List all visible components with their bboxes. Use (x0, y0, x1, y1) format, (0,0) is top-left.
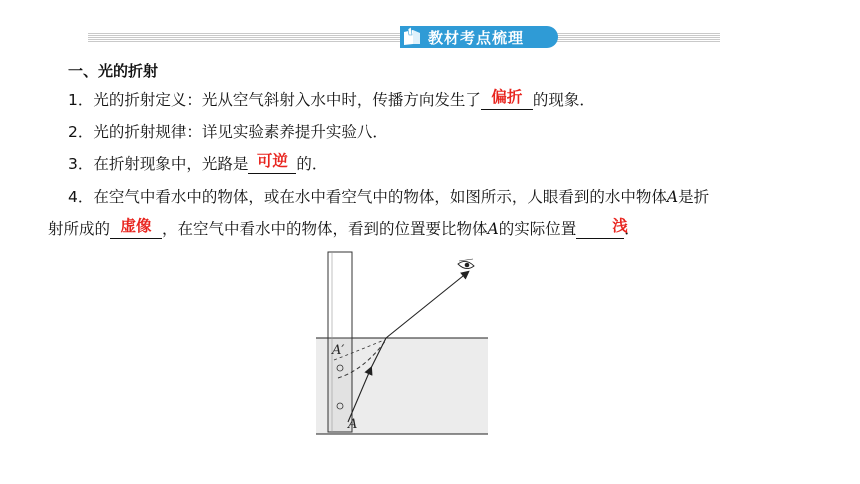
item-text: ． (624, 220, 640, 238)
item-text: 在空气中看水中的物体，或在水中看空气中的物体，如图所示，人眼看到的水中物体 (93, 188, 667, 206)
item-number: 3． (68, 155, 94, 173)
answer-text: 偏折 (491, 88, 523, 106)
item-text: 的现象． (532, 91, 595, 109)
item-text: 光的折射定义：光从空气斜射入水中时，传播方向发生了 (93, 91, 481, 109)
label-object: A (348, 417, 358, 432)
answer-blank (248, 152, 296, 174)
item-text: 在折射现象中，光路是 (93, 155, 249, 173)
book-pen-icon (400, 26, 426, 48)
label-image: A′ (332, 343, 345, 358)
answer-text: 虚像 (120, 217, 152, 235)
answer-blank (110, 217, 162, 239)
item-number: 1． (68, 91, 94, 109)
item-text: 光的折射规律：详见实验素养提升实验八． (93, 123, 388, 141)
item-3 (68, 152, 327, 174)
item-2 (68, 120, 388, 142)
item-text: 是折 (678, 188, 710, 206)
item-number: 4． (68, 188, 94, 206)
answer-text: 可逆 (256, 152, 288, 170)
ray-air (386, 272, 468, 338)
item-text: 的实际位置 (498, 220, 577, 238)
eye-icon (458, 259, 474, 269)
answer-text: 浅 (612, 217, 628, 235)
banner-badge (400, 26, 558, 48)
item-number: 2． (68, 123, 94, 141)
section-banner (88, 30, 720, 46)
item-text: 的． (296, 155, 328, 173)
item-1 (68, 88, 595, 110)
answer-blank (481, 88, 533, 110)
variable-a: A (666, 188, 679, 206)
item-4-continued (48, 217, 640, 239)
item-text: ，在空气中看水中的物体，看到的位置要比物体 (162, 220, 488, 238)
refraction-diagram (316, 250, 492, 444)
banner-title: 教材考点梳理 (428, 28, 525, 47)
variable-a: A (487, 220, 499, 238)
item-text: 射所成的 (48, 220, 111, 238)
section-heading: 一、光的折射 (68, 62, 159, 80)
answer-blank (576, 217, 628, 239)
item-4 (68, 185, 709, 207)
